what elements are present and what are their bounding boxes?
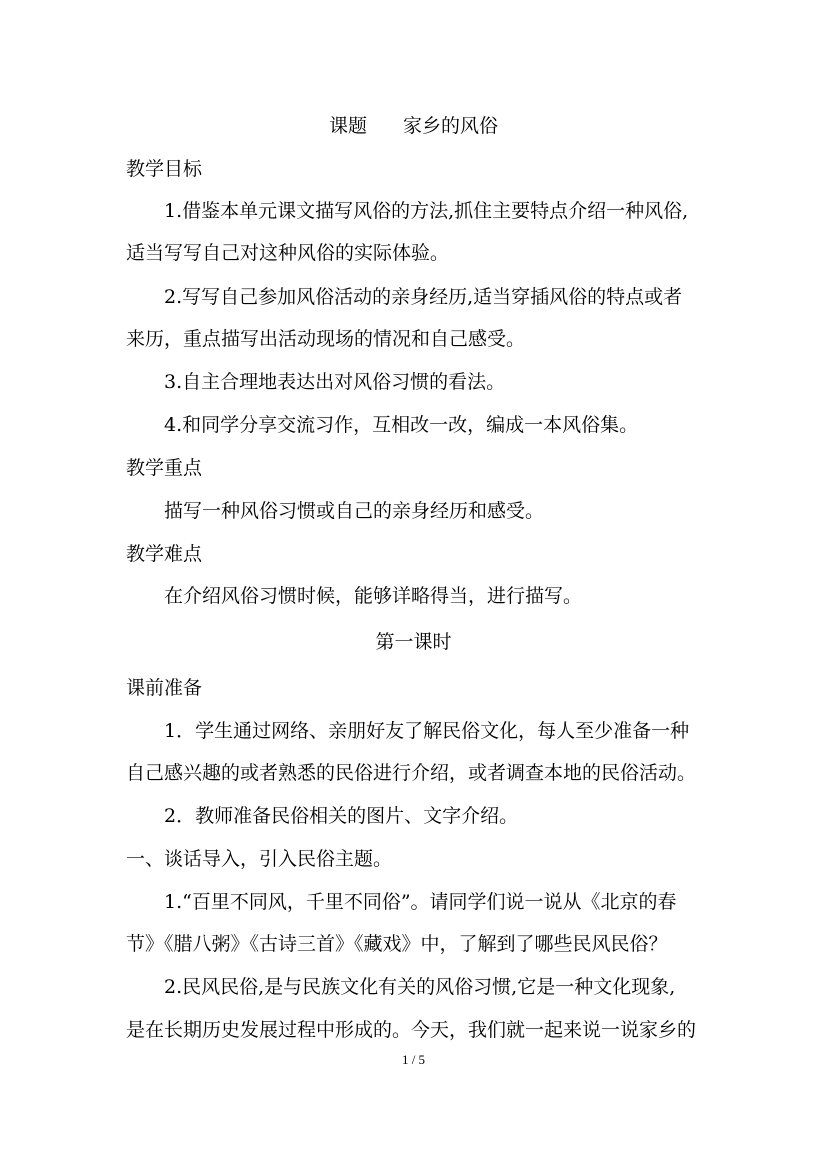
goal-1-line-2: 适当写写自己对这种风俗的实际体验。 [126, 242, 450, 264]
step-1-item-2-line-1: 2.民风民俗,是与民族文化有关的风俗习惯,它是一种文化现象, [164, 976, 676, 998]
difficulty-text: 在介绍风俗习惯时候，能够详略得当，进行描写。 [164, 585, 583, 607]
section-heading-goals: 教学目标 [126, 158, 203, 180]
goal-1-line-1: 1.借鉴本单元课文描写风俗的方法,抓住主要特点介绍一种风俗, [164, 200, 689, 222]
title-text: 家乡的风俗 [403, 115, 499, 137]
step-1-heading: 一、谈话导入，引入民俗主题。 [126, 848, 393, 870]
step-1-item-1-line-2: 节》《腊八粥》《古诗三首》《藏戏》中，了解到了哪些民风民俗？ [126, 933, 668, 955]
goal-2-line-2: 来历，重点描写出活动现场的情况和自己感受。 [126, 328, 526, 350]
step-1-item-2-line-2: 是在长期历史发展过程中形成的。今天，我们就一起来说一说家乡的 [126, 1019, 697, 1041]
title-label: 课题 [328, 115, 367, 137]
section-heading-difficulty: 教学难点 [126, 543, 203, 565]
document-title [0, 114, 827, 138]
section-heading-prep: 课前准备 [126, 677, 203, 699]
lesson-heading: 第一课时 [375, 631, 452, 653]
goal-4: 4.和同学分享交流习作，互相改一改，编成一本风俗集。 [164, 414, 639, 436]
key-text: 描写一种风俗习惯或自己的亲身经历和感受。 [164, 500, 545, 522]
prep-2: 2．教师准备民俗相关的图片、文字介绍。 [164, 805, 519, 827]
goal-3: 3.自主合理地表达出对风俗习惯的看法。 [164, 371, 506, 393]
page-number: 1 / 5 [401, 1052, 426, 1067]
prep-1-line-2: 自己感兴趣的或者熟悉的民俗进行介绍，或者调查本地的民俗活动。 [126, 762, 697, 784]
goal-2-line-1: 2.写写自己参加风俗活动的亲身经历,适当穿插风俗的特点或者 [164, 286, 683, 308]
step-1-item-1-line-1: 1.“百里不同风，千里不同俗”。请同学们说一说从《北京的春 [164, 891, 677, 913]
prep-1-line-1: 1．学生通过网络、亲朋好友了解民俗文化，每人至少准备一种 [164, 720, 690, 742]
section-heading-key: 教学重点 [126, 457, 203, 479]
